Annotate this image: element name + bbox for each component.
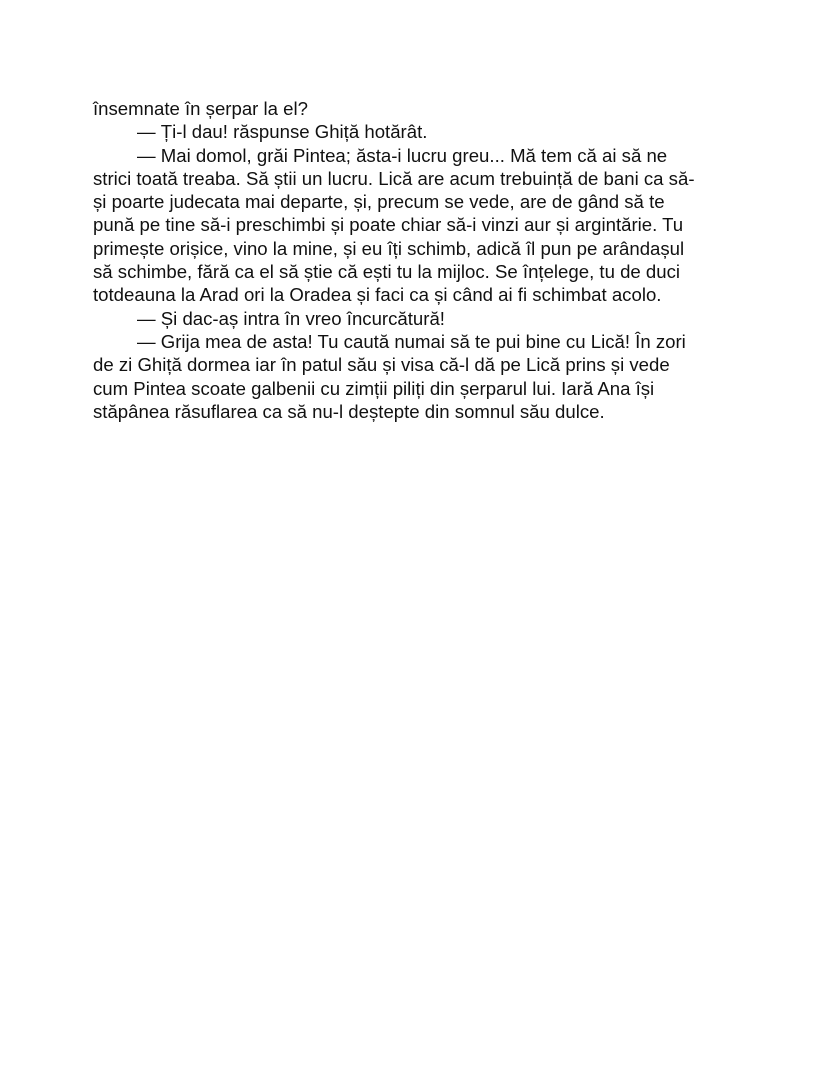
text-line: — Ți-l dau! răspunse Ghiță hotărât. — [137, 121, 428, 143]
text-line: — Și dac-aș intra în vreo încurcătură! — [137, 307, 445, 329]
text-line: însemnate în șerpar la el? — [93, 98, 308, 119]
text-line: de zi Ghiță dormea iar în patul său și visa că-l dă pe Lică prins și vede — [93, 354, 670, 376]
document-body — [93, 97, 733, 423]
text-line: să schimbe, fără ca el să știe că ești tu la mijloc. Se înțelege, tu de duci — [93, 261, 681, 283]
text-line: totdeauna la Arad ori la Oradea și faci ca și când ai fi schimbat acolo. — [93, 284, 662, 306]
text-line: pună pe tine să-i preschimbi și poate chiar să-i vinzi aur și argintărie. Tu — [93, 214, 684, 236]
text-line: cum Pintea scoate galbenii cu zimții piliți din șerparul lui. Iară Ana își — [93, 377, 655, 399]
text-line: — Grija mea de asta! Tu caută numai să te pui bine cu Lică! În zori — [137, 330, 686, 352]
text-line: strici toată treaba. Să știi un lucru. Lică are acum trebuință de bani ca să- — [93, 167, 695, 189]
text-line: stăpânea răsuflarea ca să nu-l deștepte din somnul său dulce. — [93, 400, 605, 422]
text-line: — Mai domol, grăi Pintea; ăsta-i lucru greu... Mă tem că ai să ne — [137, 144, 668, 166]
text-line: primește orișice, vino la mine, și eu îți schimb, adică îl pun pe arândașul — [93, 237, 685, 259]
text-line: și poarte judecata mai departe, și, precum se vede, are de gând să te — [93, 191, 665, 213]
